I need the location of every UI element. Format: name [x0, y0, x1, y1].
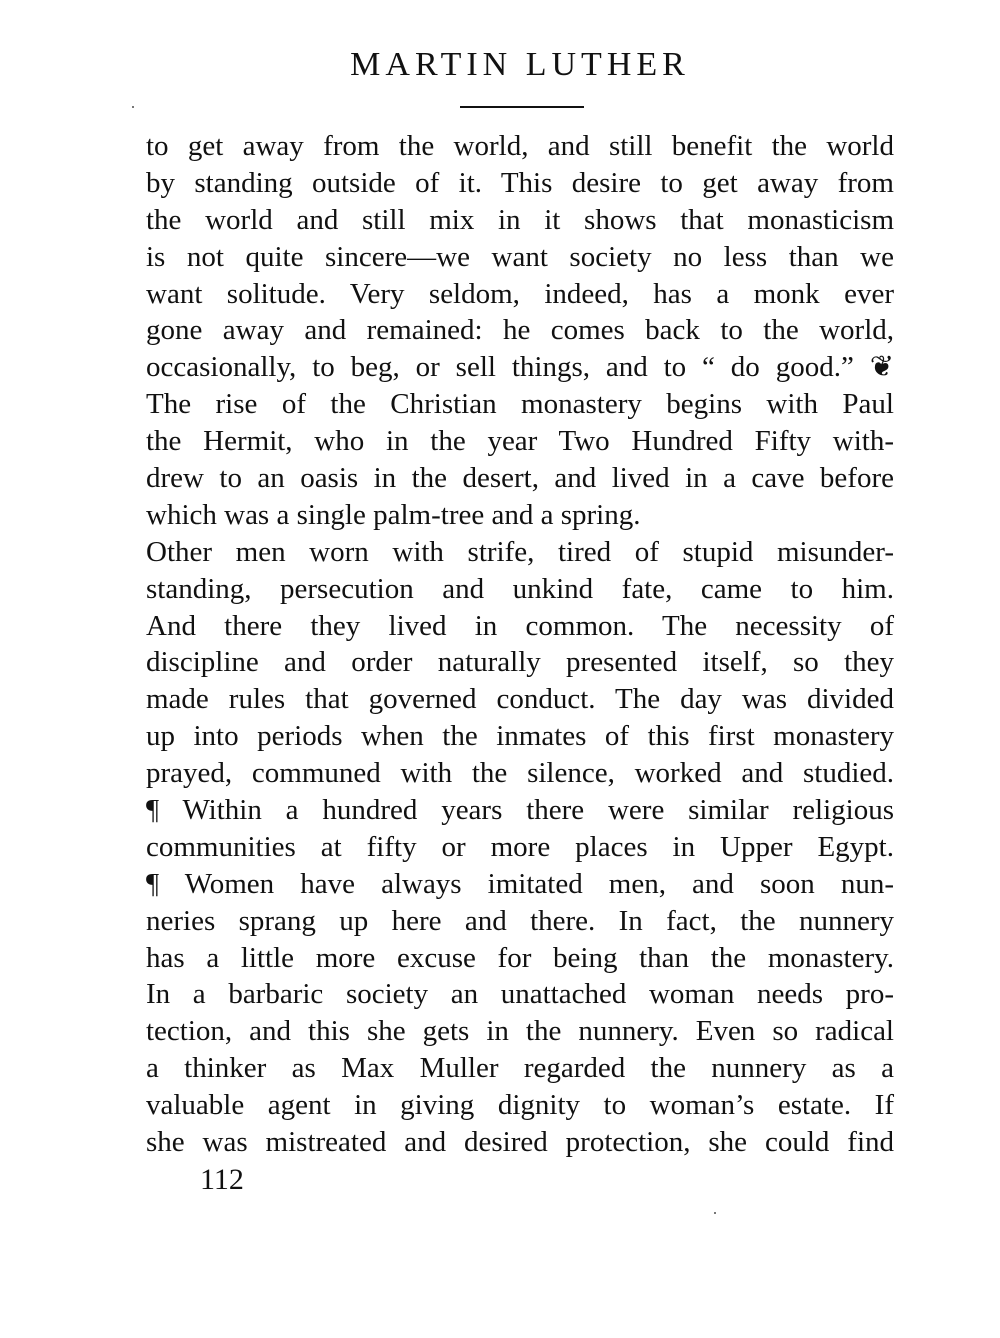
text-line: ¶ Women have always imitated men, and soon nun-	[146, 867, 894, 900]
text-line: the world and still mix in it shows that monasticism	[146, 203, 894, 236]
text-line: a thinker as Max Muller regarded the nunnery as a	[146, 1052, 894, 1085]
text-line: And there they lived in common. The necessity of	[146, 609, 894, 642]
text-line: which was a single palm-tree and a spring.	[146, 498, 641, 531]
text-line: up into periods when the inmates of this first monastery	[146, 720, 894, 753]
text-line: The rise of the Christian monastery begins with Paul	[146, 388, 894, 421]
text-line: is not quite sincere—we want society no less than we	[146, 240, 894, 273]
text-line: the Hermit, who in the year Two Hundred Fifty with-	[146, 425, 894, 458]
paper-speck	[714, 1212, 716, 1214]
text-line: made rules that governed conduct. The day was divided	[146, 683, 894, 716]
text-line: drew to an oasis in the desert, and lived in a cave before	[146, 462, 894, 495]
page-number: 112	[200, 1163, 244, 1196]
text-line: she was mistreated and desired protection, she could find	[146, 1126, 894, 1159]
text-line: communities at fifty or more places in Upper Egypt.	[146, 830, 894, 863]
text-line: In a barbaric society an unattached woman needs pro-	[146, 978, 894, 1011]
text-line: Other men worn with strife, tired of stupid misunder-	[146, 535, 894, 568]
text-line: has a little more excuse for being than the monastery.	[146, 941, 894, 974]
text-line: ¶ Within a hundred years there were similar religious	[146, 794, 894, 827]
paper-speck	[132, 106, 134, 108]
text-line: discipline and order naturally presented itself, so they	[146, 646, 894, 679]
text-line: tection, and this she gets in the nunnery. Even so radical	[146, 1015, 894, 1048]
body-text	[146, 128, 894, 1161]
text-line: gone away and remained: he comes back to the world,	[146, 314, 894, 347]
text-line: neries sprang up here and there. In fact, the nunnery	[146, 904, 894, 937]
text-line: occasionally, to beg, or sell things, and to “ do good.” ❦	[146, 351, 894, 384]
text-line: prayed, communed with the silence, worked and studied.	[146, 757, 894, 790]
text-line: standing, persecution and unkind fate, came to him.	[146, 572, 894, 605]
text-line: to get away from the world, and still benefit the world	[146, 130, 894, 162]
text-line: valuable agent in giving dignity to woman’s estate. If	[146, 1089, 894, 1122]
running-head: MARTIN LUTHER	[350, 46, 690, 83]
text-line: want solitude. Very seldom, indeed, has a monk ever	[146, 277, 894, 310]
text-line: by standing outside of it. This desire to get away from	[146, 166, 894, 199]
head-rule	[460, 106, 584, 108]
